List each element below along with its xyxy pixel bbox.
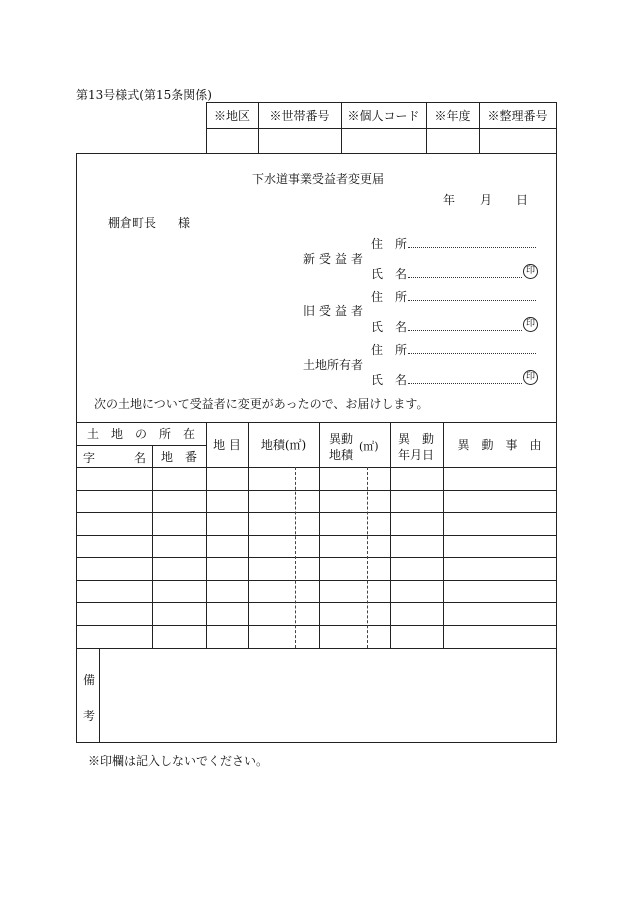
land-row-5-lot-number-cell[interactable] (153, 558, 205, 579)
land-row-3-changed-area-cell[interactable] (320, 513, 389, 534)
header-mei: 名 (134, 451, 147, 465)
land-row-8-changed-area-cell[interactable] (320, 626, 389, 647)
land-row-1-changed-area-cell[interactable] (320, 468, 389, 489)
header-land-category: 地 目 (213, 438, 241, 452)
date-month-label: 月 (480, 193, 493, 207)
remarks-label-2: 考 (83, 709, 96, 723)
header-reference-number: ※整理番号 (487, 108, 548, 123)
old-beneficiary-address-label: 住 所 (371, 290, 408, 304)
land-row-5-land-category-cell[interactable] (207, 558, 247, 579)
land-row-2-change-date-cell[interactable] (391, 491, 442, 512)
land-row-2-lot-number-cell[interactable] (153, 491, 205, 512)
header-land-area: 地積(㎡) (260, 438, 307, 452)
land-row-1-land-area-cell[interactable] (249, 468, 318, 489)
input-district[interactable] (207, 129, 257, 152)
remarks-field[interactable] (100, 649, 555, 741)
land-row-1-land-category-cell[interactable] (207, 468, 247, 489)
land-row-5-aza-mei-cell[interactable] (77, 558, 151, 579)
land-row-6-changed-area-cell[interactable] (320, 581, 389, 602)
land-row-3-land-category-cell[interactable] (207, 513, 247, 534)
landowner-address-label: 住 所 (371, 343, 408, 357)
land-row-3-change-reason-cell[interactable] (444, 513, 555, 534)
header-changed-area-2: 地積 (329, 448, 354, 462)
land-row-4-changed-area-cell[interactable] (320, 536, 389, 557)
form-title: 下水道事業受益者変更届 (252, 172, 385, 186)
land-row-4-lot-number-cell[interactable] (153, 536, 205, 557)
input-personal-code[interactable] (342, 129, 425, 152)
remarks-label-1: 備 (83, 673, 96, 687)
landowner-label: 土地所有者 (303, 358, 364, 372)
land-row-7-change-reason-cell[interactable] (444, 604, 555, 625)
land-row-1-lot-number-cell[interactable] (153, 468, 205, 489)
land-row-6-lot-number-cell[interactable] (153, 581, 205, 602)
addressee-name: 棚倉町長 (108, 216, 157, 230)
new-beneficiary-seal-icon: 印 (523, 264, 538, 279)
land-row-3-aza-mei-cell[interactable] (77, 513, 151, 534)
land-row-2-change-reason-cell[interactable] (444, 491, 555, 512)
landowner-address-field[interactable] (408, 353, 536, 354)
land-row-2-changed-area-cell[interactable] (320, 491, 389, 512)
land-row-5-change-reason-cell[interactable] (444, 558, 555, 579)
landowner-name-field[interactable] (408, 383, 522, 384)
old-beneficiary-label: 旧受益者 (303, 304, 368, 318)
land-row-4-change-reason-cell[interactable] (444, 536, 555, 557)
header-changed-area-1: 異動 (329, 432, 354, 446)
footnote: ※印欄は記入しないでください。 (88, 754, 269, 768)
land-row-1-change-reason-cell[interactable] (444, 468, 555, 489)
header-fiscal-year: ※年度 (434, 108, 471, 123)
header-changed-area-unit: (㎡) (359, 440, 379, 453)
land-row-6-change-date-cell[interactable] (391, 581, 442, 602)
land-row-8-lot-number-cell[interactable] (153, 626, 205, 647)
land-row-8-change-reason-cell[interactable] (444, 626, 555, 647)
land-row-8-land-area-cell[interactable] (249, 626, 318, 647)
land-row-1-aza-mei-cell[interactable] (77, 468, 151, 489)
land-row-2-land-area-cell[interactable] (249, 491, 318, 512)
old-beneficiary-name-field[interactable] (408, 330, 522, 331)
new-beneficiary-name-field[interactable] (408, 277, 522, 278)
form-number: 第13号様式(第15条関係) (76, 88, 212, 102)
new-beneficiary-address-label: 住 所 (371, 237, 408, 251)
land-row-4-land-category-cell[interactable] (207, 536, 247, 557)
land-row-4-land-area-cell[interactable] (249, 536, 318, 557)
land-row-7-land-category-cell[interactable] (207, 604, 247, 625)
input-household-number[interactable] (259, 129, 340, 152)
land-row-4-aza-mei-cell[interactable] (77, 536, 151, 557)
old-beneficiary-name-label: 氏 名 (371, 320, 408, 334)
input-reference-number[interactable] (480, 129, 555, 152)
land-row-3-land-area-cell[interactable] (249, 513, 318, 534)
land-row-7-change-date-cell[interactable] (391, 604, 442, 625)
header-district: ※地区 (213, 108, 250, 123)
landowner-name-label: 氏 名 (371, 373, 408, 387)
header-personal-code: ※個人コード (347, 108, 420, 123)
addressee-honorific: 様 (178, 216, 191, 230)
land-row-3-change-date-cell[interactable] (391, 513, 442, 534)
land-row-6-aza-mei-cell[interactable] (77, 581, 151, 602)
land-row-5-change-date-cell[interactable] (391, 558, 442, 579)
land-row-3-lot-number-cell[interactable] (153, 513, 205, 534)
land-row-4-change-date-cell[interactable] (391, 536, 442, 557)
landowner-seal-icon: 印 (523, 370, 538, 385)
header-change-2: 年月日 (398, 448, 435, 462)
land-row-6-land-area-cell[interactable] (249, 581, 318, 602)
land-row-2-aza-mei-cell[interactable] (77, 491, 151, 512)
header-change-reason: 異 動 事 由 (457, 438, 542, 452)
land-row-5-changed-area-cell[interactable] (320, 558, 389, 579)
header-land-location: 土 地 の 所 在 (86, 427, 195, 441)
new-beneficiary-label: 新受益者 (303, 252, 368, 266)
new-beneficiary-name-label: 氏 名 (371, 267, 408, 281)
header-change-1: 異 動 (398, 432, 435, 446)
old-beneficiary-seal-icon: 印 (523, 317, 538, 332)
land-row-7-changed-area-cell[interactable] (320, 604, 389, 625)
land-row-6-land-category-cell[interactable] (207, 581, 247, 602)
header-lot-number: 地 番 (160, 449, 197, 464)
land-row-8-land-category-cell[interactable] (207, 626, 247, 647)
land-row-1-change-date-cell[interactable] (391, 468, 442, 489)
land-row-6-change-reason-cell[interactable] (444, 581, 555, 602)
land-row-7-land-area-cell[interactable] (249, 604, 318, 625)
land-row-8-aza-mei-cell[interactable] (77, 626, 151, 647)
header-household-number: ※世帯番号 (269, 108, 330, 123)
new-beneficiary-address-field[interactable] (408, 247, 536, 248)
input-fiscal-year[interactable] (427, 129, 478, 152)
header-aza: 字 (83, 451, 96, 465)
land-row-7-aza-mei-cell[interactable] (77, 604, 151, 625)
land-row-8-change-date-cell[interactable] (391, 626, 442, 647)
date-day-label: 日 (516, 193, 529, 207)
land-row-5-land-area-cell[interactable] (249, 558, 318, 579)
date-year-label: 年 (443, 193, 456, 207)
land-row-2-land-category-cell[interactable] (207, 491, 247, 512)
statement-text: 次の土地について受益者に変更があったので、お届けします。 (94, 397, 429, 411)
old-beneficiary-address-field[interactable] (408, 300, 536, 301)
land-row-7-lot-number-cell[interactable] (153, 604, 205, 625)
